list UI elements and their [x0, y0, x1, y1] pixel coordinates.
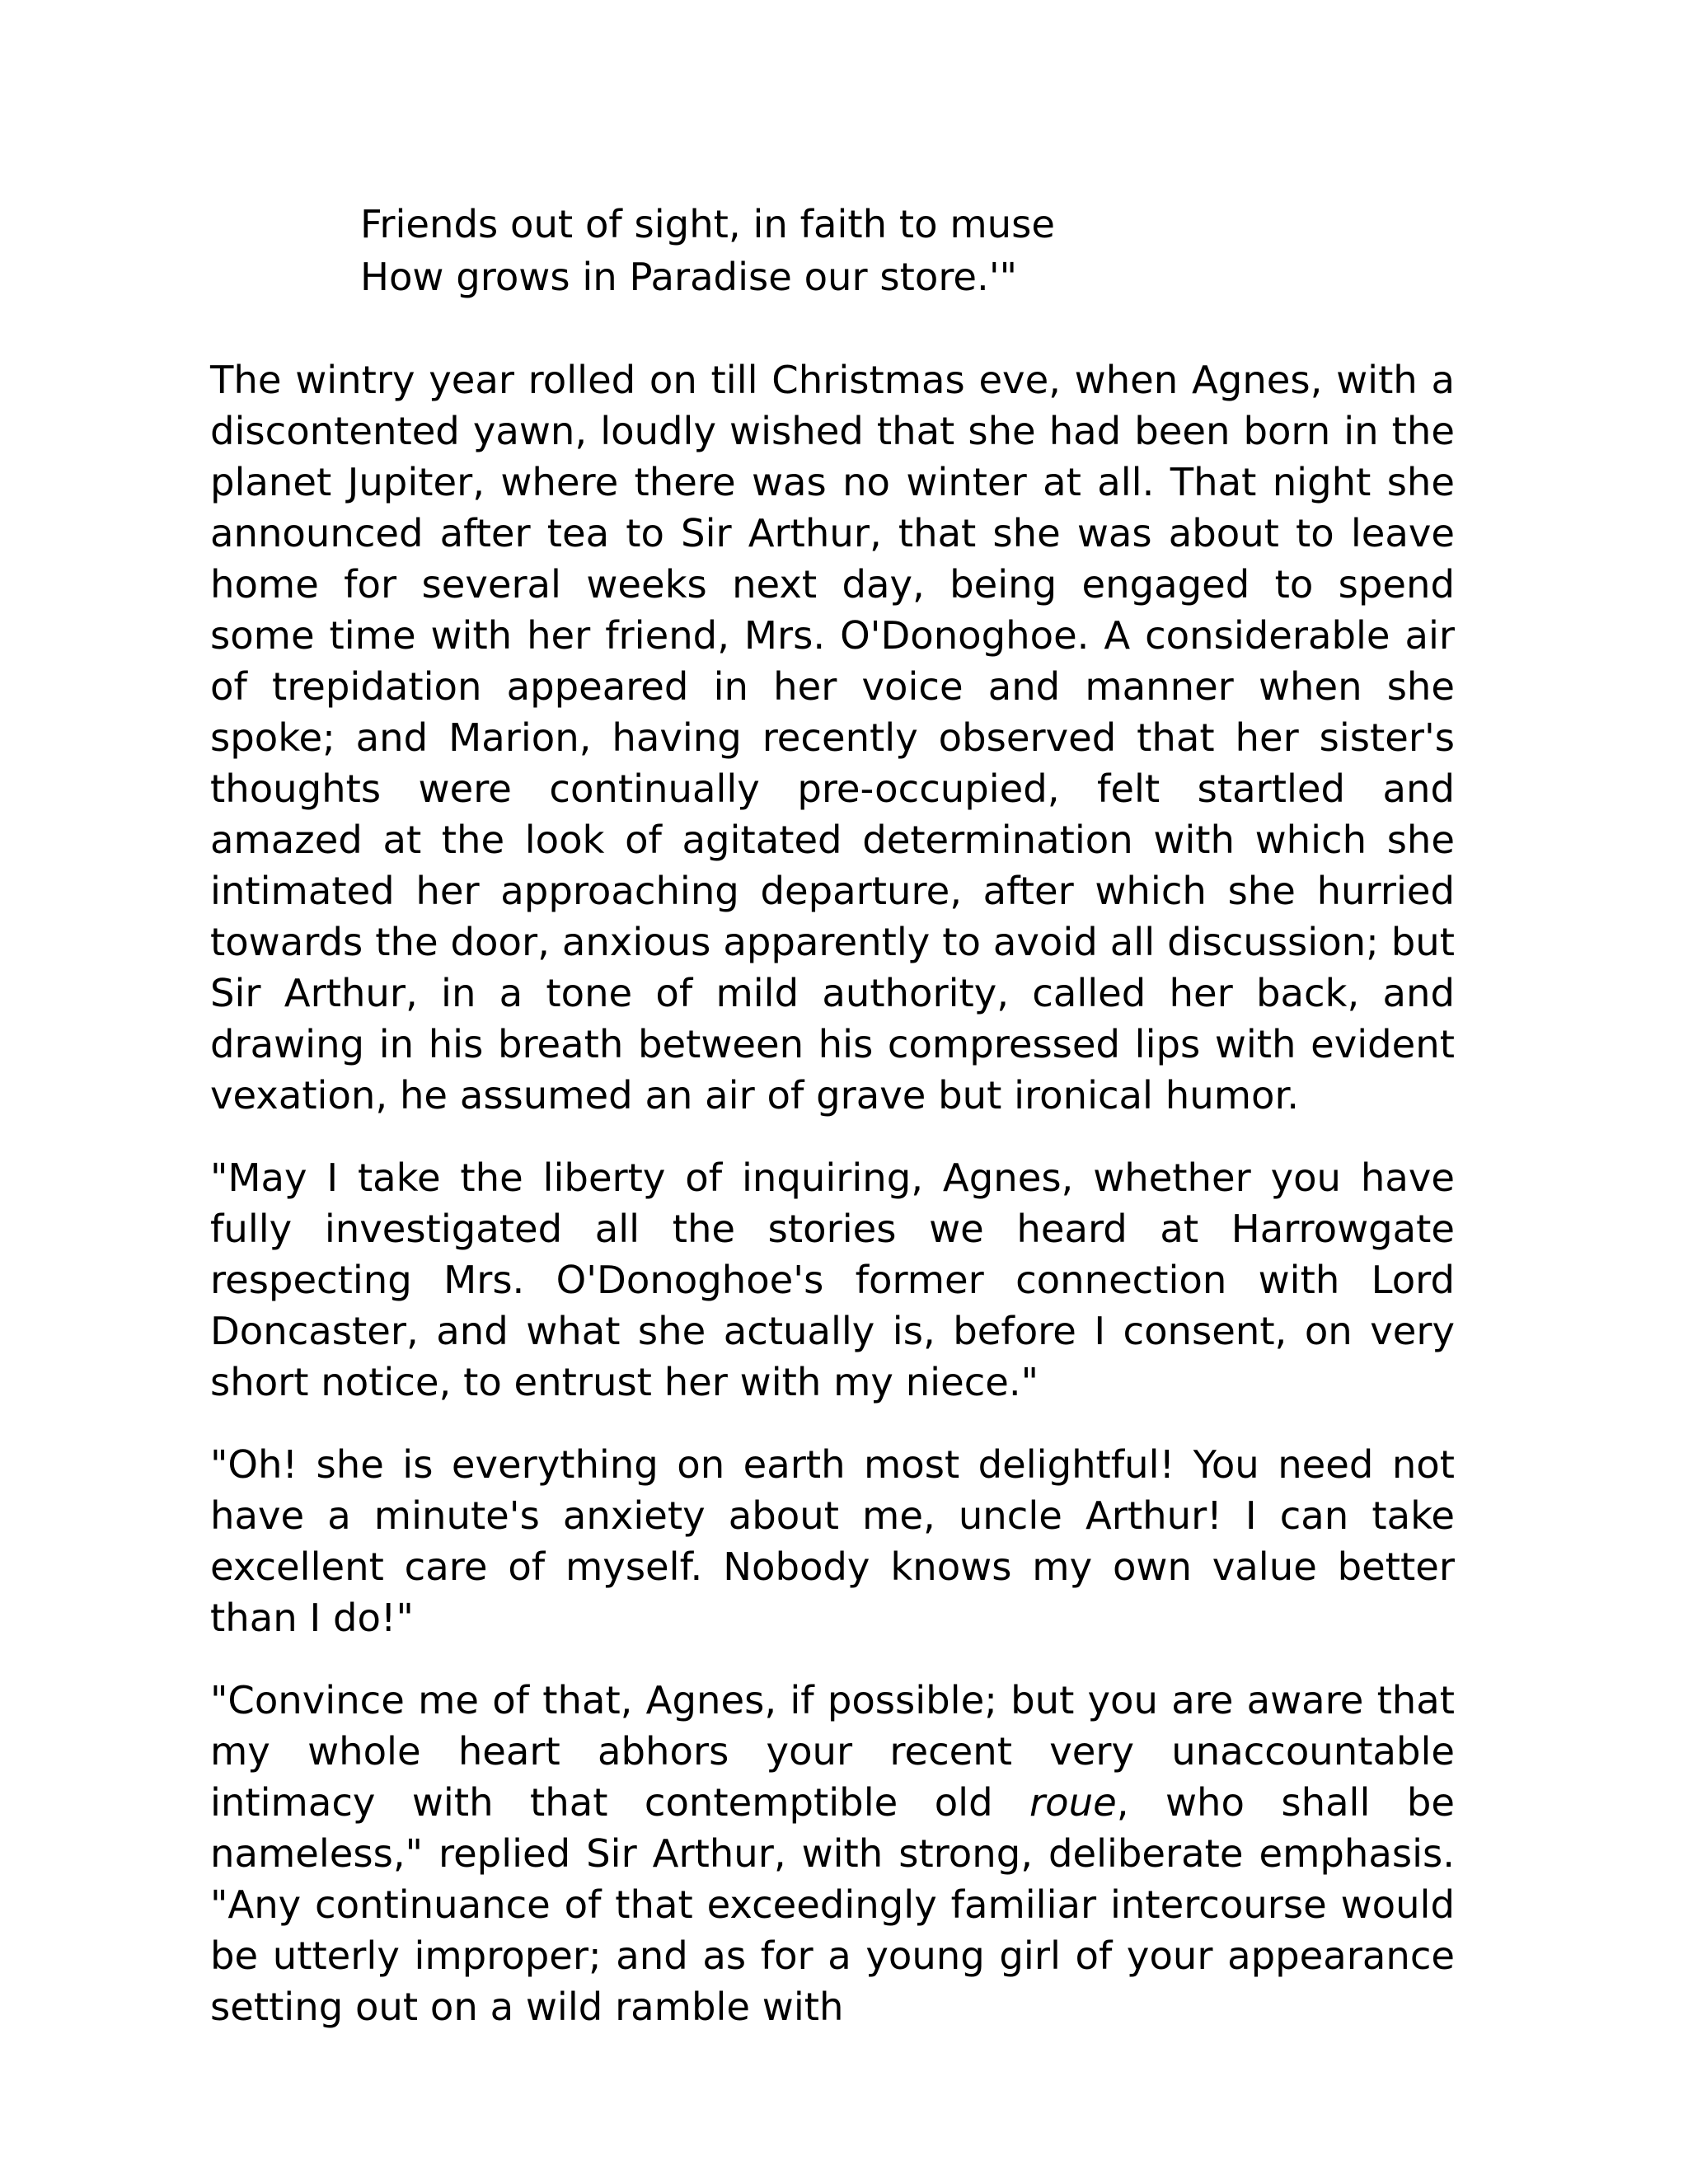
verse-line-2: How grows in Paradise our store.'" — [360, 255, 1017, 299]
paragraph-4 — [210, 1675, 1455, 2032]
paragraph-1: The wintry year rolled on till Christmas eve, when Agnes, with a discontented yawn, loudly wished that she had been born in the planet Jupiter, where there was no winter at all. That night she announced after tea to Sir Arthur, that she was about to leave home for several weeks next day, being engaged to spend some time with her friend, Mrs. O'Donoghoe. A considerable air of trepidation appeared in her voice and manner when she spoke; and Marion, having recently observed that her sister's thoughts were continually pre-occupied, felt startled and amazed at the look of agitated determination with which she intimated her approaching departure, after which she hurried towards the door, anxious apparently to avoid all discussion; but Sir Arthur, in a tone of mild authority, called her back, and drawing in his breath between his compressed lips with evident vexation, he assumed an air of grave but ironical humor. — [210, 358, 1455, 1118]
verse-line-1: Friends out of sight, in faith to muse — [360, 202, 1055, 246]
page-content — [210, 198, 1455, 2064]
paragraph-2: "May I take the liberty of inquiring, Agnes, whether you have fully investigated all the stories we heard at Harrowgate respecting Mrs. O'Donoghoe's former connection with Lord Doncaster, and what she actually is, before I consent, on very short notice, to entrust her with my niece." — [210, 1155, 1455, 1404]
paragraph-4-part-1: "Convince me of that, Agnes, if possible; but you are aware that my whole heart abhors your recent very unaccountable intimacy with that contemptible old — [210, 1678, 1455, 1825]
italic-word-roue: roue — [1029, 1780, 1117, 1825]
paragraph-3: "Oh! she is everything on earth most delightful! You need not have a minute's anxiety about me, uncle Arthur! I can take excellent care of myself. Nobody knows my own value better than I do!" — [210, 1442, 1455, 1640]
paragraph-4-part-2: , who shall be nameless," replied Sir Arthur, with strong, deliberate emphasis. "Any continuance of that exceedingly familiar intercourse would be utterly improper; and as for a young girl of your appearance setting out on a wild ramble with — [210, 1780, 1455, 2029]
verse-block — [360, 198, 1455, 303]
